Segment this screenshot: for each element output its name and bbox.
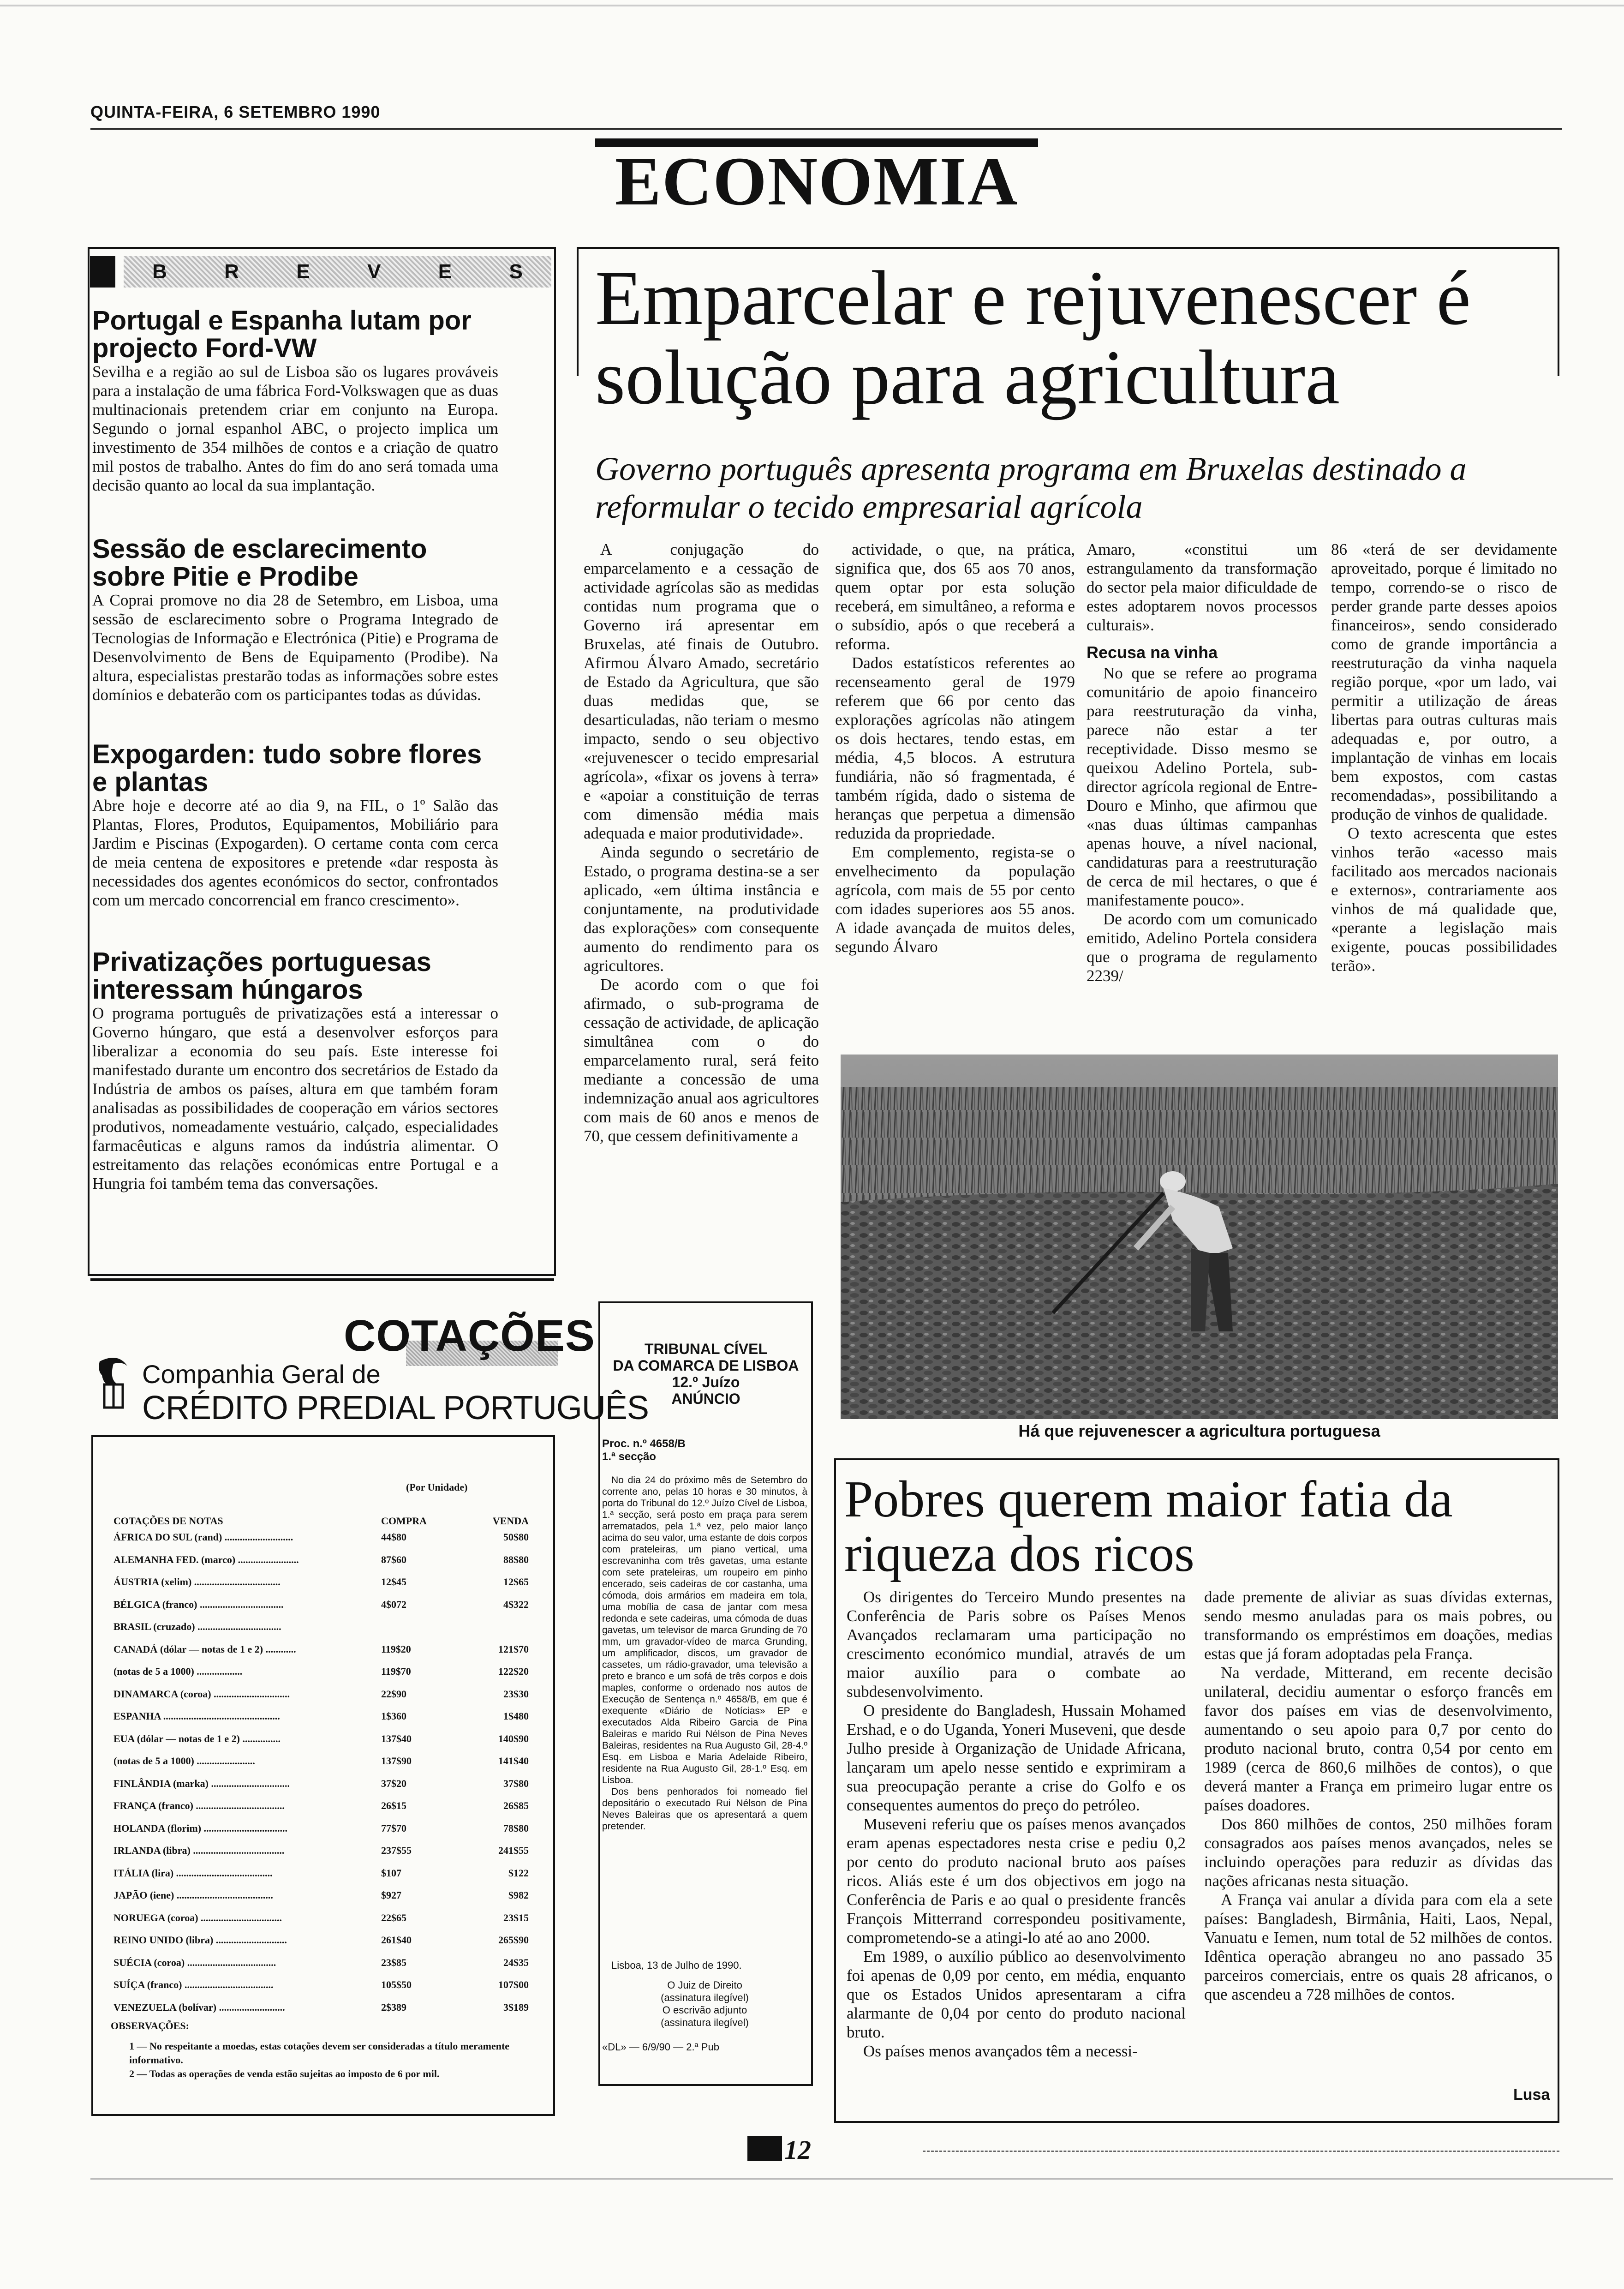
tribunal-proc: [602, 1438, 686, 1463]
breves-letter: E: [296, 260, 310, 283]
main-col-3: [1087, 540, 1317, 985]
cotacoes-cell-compra: 1$360: [381, 1710, 406, 1722]
cotacoes-cell-venda: 122$20: [498, 1666, 529, 1677]
tribunal-header-line: TRIBUNAL CÍVEL: [644, 1341, 768, 1357]
paragraph: A conjugação do emparcelamento e a cessação de actividade agrícolas são as medidas contidas num programa que o Governo irá apresentar em Bruxelas, até finais de Outubro. Afirmou Álvaro Amado, secretário de Estado da Agricultura, que são duas medidas que, se desarticuladas, não teriam o mesmo impacto, sendo o seu objectivo «rejuvenescer o tecido empresarial agrícola», «fixar os jovens à terra» e «apoiar a constituição de terras com dimensão média mais adequada e maior produtividade».: [584, 540, 819, 842]
paragraph: Dos bens penhorados foi nomeado fiel depositário o executado Rui Nélson de Pina Neves Baleiras que os apresentará a quem pretender.: [602, 1786, 807, 1832]
cotacoes-cell-name: ITÁLIA (lira) ......................................: [113, 1867, 273, 1879]
observacoes-title: OBSERVAÇÕES:: [111, 2020, 189, 2031]
cotacoes-title: COTAÇÕES: [344, 1311, 595, 1360]
main-col-4: [1331, 540, 1557, 975]
cotacoes-cell-compra: 77$70: [381, 1822, 406, 1834]
cotacoes-row: [113, 1599, 529, 1611]
observacao: 1 — No respeitante a moedas, estas cotações devem ser consideradas a título meramente informativo.: [129, 2040, 510, 2066]
observacoes: [111, 2019, 526, 2081]
paragraph: No que se refere ao programa comunitário de apoio financeiro para reestruturação da vinha, parece não estar a ter receptividade. Disso mesmo se queixou Adelino Portela, sub-director agrícola regional de Entre-Douro e Minho, que afirmou que «nas duas últimas campanhas apenas houve, a nível nacional, candidaturas para a reestruturação de cerca de mil hectares, o que é manifestamente pouco».: [1087, 664, 1317, 909]
cotacoes-cell-venda: 241$55: [498, 1845, 529, 1856]
pobres-headline: Pobres querem maior fatia da riqueza dos ricos: [844, 1471, 1453, 1582]
newspaper-logo-icon: [747, 2136, 782, 2161]
footer-rule: [923, 2151, 1559, 2152]
cotacoes-cell-name: ALEMANHA FED. (marco) ........................: [113, 1553, 299, 1565]
paragraph: Os países menos avançados têm a necessi-: [863, 2042, 1138, 2060]
dateline: QUINTA-FEIRA, 6 SETEMBRO 1990: [90, 102, 381, 121]
per-unit-note: (Por Unidade): [406, 1481, 468, 1493]
breve-title: Portugal e Espanha lutam por projecto Ford-VW: [92, 306, 472, 363]
cotacoes-cell-compra: [381, 1621, 460, 1633]
breve-title: Privatizações portuguesas interessam húngaros: [92, 947, 431, 1005]
cotacoes-cell-name: EUA (dólar — notas de 1 e 2) ...............: [113, 1732, 281, 1744]
subhead: Recusa na vinha: [1087, 643, 1218, 662]
main-headline: Emparcelar e rejuvenescer é solução para agricultura: [595, 255, 1471, 420]
cotacoes-row: [113, 1576, 529, 1588]
tribunal-signature-line: (assinatura ilegível): [661, 2017, 749, 2028]
cotacoes-cell-name: FINLÂNDIA (marka) ...............................: [113, 1777, 290, 1789]
cotacoes-cell-compra: 22$65: [381, 1911, 406, 1923]
paragraph: O presidente do Bangladesh, Hussain Mohamed Ershad, e o do Uganda, Yoneri Museveni, que desde Julho preside à Organização de Unidade Africana, lançaram um apelo nesse sentido e exprimiram a sua preocupação perante a crise do Golfo e os consequentes aumentos do preço do petróleo.: [847, 1702, 1186, 1814]
tribunal-header: [600, 1341, 812, 1407]
cotacoes-cell-name: VENEZUELA (bolívar) ..........................: [113, 2001, 285, 2013]
tribunal-date: Lisboa, 13 de Julho de 1990.: [611, 1959, 742, 1971]
tribunal-header-line: ANÚNCIO: [671, 1390, 740, 1407]
cotacoes-cell-compra: 23$85: [381, 1956, 406, 1968]
breves-letter: V: [367, 260, 381, 283]
cotacoes-cell-venda: 1$480: [503, 1710, 529, 1722]
photo-caption: Há que rejuvenescer a agricultura portuguesa: [1018, 1421, 1380, 1440]
column-header: VENDA: [492, 1515, 529, 1527]
cotacoes-cell-venda: 24$35: [503, 1956, 529, 1968]
cotacoes-row: [113, 1957, 529, 1969]
cotacoes-cell-name: IRLANDA (libra) ....................................: [113, 1845, 285, 1856]
tribunal-proc-line: Proc. n.º 4658/B: [602, 1438, 686, 1450]
cotacoes-cell-venda: 12$65: [503, 1576, 529, 1588]
cotacoes-cell-name: ÁFRICA DO SUL (rand) ...........................: [113, 1531, 293, 1543]
page-edge-line: [0, 5, 1624, 6]
cotacoes-row: [113, 1621, 529, 1633]
cotacoes-row: [113, 1822, 529, 1834]
main-subheadline: Governo português apresenta programa em Bruxelas destinado a reformular o tecido empresarial agrícola: [595, 450, 1467, 525]
cotacoes-row: [113, 1531, 529, 1543]
cotacoes-cell-venda: $982: [508, 1889, 529, 1901]
cotacoes-cell-compra: 261$40: [381, 1934, 412, 1946]
breve-body: Sevilha e a região ao sul de Lisboa são os lugares prováveis para a instalação de uma fábrica Ford-Volkswagen que as duas multinacionais pretendem criar em conjunto na Europa. Segundo o jornal espanhol ABC, o projecto implica um investimento de 354 milhões de contos e a criação de quatro mil postos de trabalho. Antes do fim do ano será tomada uma decisão quanto ao local da sua implantação.: [92, 363, 498, 494]
cotacoes-cell-name: CANADÁ (dólar — notas de 1 e 2) ............: [113, 1643, 296, 1655]
cotacoes-cell-name: (notas de 5 a 1000) ..................: [113, 1666, 243, 1677]
cotacoes-cell-compra: 119$20: [381, 1643, 411, 1655]
cotacoes-cell-compra: 119$70: [381, 1666, 411, 1677]
cotacoes-cell-compra: 4$072: [381, 1598, 406, 1610]
cotacoes-cell-venda: 23$30: [503, 1688, 529, 1700]
paragraph: Em 1989, o auxílio público ao desenvolvimento foi apenas de 0,09 por cento, em média, enquanto que os Estados Unidos apresentaram a cifra alarmante de 0,04 por cento do produto nacional bruto.: [847, 1947, 1186, 2041]
section-title: ECONOMIA: [595, 138, 1038, 217]
paragraph: actividade, o que, na prática, significa que, dos 65 aos 70 anos, quem optar por esta solução receberá, em simultâneo, a reforma e o subsídio, após o que receberá a reforma.: [835, 540, 1075, 653]
tribunal-header-line: DA COMARCA DE LISBOA: [613, 1357, 799, 1374]
cotacoes-cell-compra: 2$389: [381, 2001, 406, 2013]
cotacoes-cell-venda: 140$90: [498, 1732, 529, 1744]
cotacoes-row: [113, 1889, 529, 1901]
main-col-1: [584, 540, 819, 1145]
cotacoes-cell-venda: 265$90: [498, 1934, 529, 1946]
cotacoes-header-row: [113, 1515, 529, 1527]
header-rule: [90, 128, 1562, 130]
cotacoes-cell-compra: 87$60: [381, 1553, 406, 1565]
cotacoes-cell-compra: 37$20: [381, 1777, 406, 1789]
cotacoes-row: [113, 1710, 529, 1722]
tribunal-signature-line: O Juiz de Direito: [667, 1979, 742, 1991]
cotacoes-cell-compra: 137$40: [381, 1732, 412, 1744]
paragraph: Amaro, «constitui um estrangulamento da transformação do sector pela maior dificuldade de estes adoptarem novos processos culturais».: [1087, 540, 1317, 634]
cotacoes-row: [113, 1733, 529, 1745]
cotacoes-row: [113, 1934, 529, 1946]
breves-letter: E: [438, 260, 452, 283]
paragraph: dade premente de aliviar as suas dívidas externas, sendo mesmo anuladas para os mais pobres, ou transformando os empréstimos em doações, medias estas que já foram adoptadas pela França.: [1204, 1588, 1552, 1663]
article-signature: Lusa: [1513, 2086, 1550, 2103]
tribunal-proc-line: 1.ª secção: [602, 1450, 656, 1463]
cotacoes-cell-venda: 141$40: [498, 1755, 529, 1767]
cotacoes-row: [113, 1845, 529, 1857]
cotacoes-row: [113, 2001, 529, 2013]
bank-name-line2: CRÉDITO PREDIAL PORTUGUÊS: [142, 1390, 649, 1426]
tribunal-footer: [602, 1959, 807, 2053]
cotacoes-cell-name: JAPÃO (iene) ......................................: [113, 1889, 273, 1901]
paragraph: O texto acrescenta que estes vinhos terão «acesso mais facilitado aos mercados nacionais e externos», contrariamente aos vinhos de má qualidade que, «perante a legislação mais exigente, poucas possibilidades terão».: [1331, 824, 1557, 975]
paragraph: Dos 860 milhões de contos, 250 milhões foram consagrados aos países menos avançados, neles se incluindo operações para reduzir as dívidas das nações africanas nesta situação.: [1204, 1815, 1552, 1890]
cotacoes-cell-venda: 78$80: [503, 1822, 529, 1834]
cotacoes-cell-compra: $107: [381, 1867, 401, 1879]
cotacoes-cell-venda: [460, 1621, 529, 1633]
cotacoes-cell-venda: 107$00: [498, 1979, 529, 1990]
cotacoes-row: [113, 1979, 529, 1991]
breve-item: [92, 741, 498, 910]
cotacoes-cell-compra: 26$15: [381, 1800, 406, 1811]
main-col-2: [835, 540, 1075, 956]
cotacoes-cell-compra: 44$80: [381, 1531, 406, 1543]
cotacoes-cell-name: SUÍÇA (franco) ...................................: [113, 1979, 274, 1990]
cotacoes-row: [113, 1912, 529, 1924]
observacao: 2 — Todas as operações de venda estão sujeitas ao imposto de 6 por mil.: [129, 2068, 440, 2079]
breve-item: [92, 948, 498, 1193]
pobres-col-2: [1204, 1588, 1552, 2004]
cotacoes-cell-venda: 88$80: [503, 1553, 529, 1565]
column-header: COMPRA: [381, 1515, 427, 1527]
bank-name-line1: Companhia Geral de: [142, 1360, 381, 1389]
tribunal-signature-line: (assinatura ilegível): [661, 1992, 749, 2003]
column-header: COTAÇÕES DE NOTAS: [113, 1515, 223, 1527]
paragraph: De acordo com um comunicado emitido, Adelino Portela considera que o programa de regulamento 2239/: [1087, 910, 1317, 985]
breves-banner: [90, 256, 551, 288]
cotacoes-cell-venda: 23$15: [503, 1911, 529, 1923]
tribunal-signature-line: O escrivão adjunto: [662, 2004, 747, 2016]
cotacoes-cell-name: BRASIL (cruzado) .................................: [113, 1621, 281, 1632]
cotacoes-cell-name: NORUEGA (coroa) ................................: [113, 1911, 282, 1923]
cotacoes-row: [113, 1666, 529, 1678]
cotacoes-cell-compra: 22$90: [381, 1688, 406, 1700]
cotacoes-cell-name: ESPANHA ..............................................: [113, 1710, 280, 1722]
breve-body: A Coprai promove no dia 28 de Setembro, em Lisboa, uma sessão de esclarecimento sobre o Programa Integrado de Tecnologias de Informação e Electrónica (Pitie) e Programa de Desenvolvimento de Bens de Equipamento (Prodibe). Na altura, especialistas prestarão todas as informações sobre estes domínios e debaterão com os participantes todas as dúvidas.: [92, 591, 498, 704]
cotacoes-cell-compra: 237$55: [381, 1845, 412, 1856]
cotacoes-row: [113, 1554, 529, 1566]
cotacoes-cell-name: FRANÇA (franco) ...................................: [113, 1800, 285, 1811]
cotacoes-row: [113, 1643, 529, 1655]
cotacoes-cell-venda: 37$80: [503, 1777, 529, 1789]
breve-body: Abre hoje e decorre até ao dia 9, na FIL, o 1º Salão das Plantas, Flores, Produtos, Equipamentos, Mobiliário para Jardim e Piscinas (Expogarden). O certame conta com cerca de meia centena de expositores e pretende «dar resposta às necessidades dos agentes económicos do sector, confrontados com um mercado concorrencial em franco crescimento».: [92, 797, 498, 909]
paragraph: 86 «terá de ser devidamente aproveitado, porque é limitado no tempo, correndo-se o risco de perder grande parte desses apoios financeiros», sendo considerado como de grande importância a reestruturação da vinha naquela região porque, «por um lado, vai permitir a utilização de áreas libertas para outras culturas mais adequadas e, por outro, a implantação de vinhas em locais bem expostos, com castas recomendadas», possibilitando a produção de vinhos de qualidade.: [1331, 540, 1557, 823]
tribunal-header-line: 12.º Juízo: [672, 1374, 740, 1390]
cotacoes-cell-name: (notas de 5 a 1000) .......................: [113, 1755, 255, 1767]
tribunal-body: [602, 1474, 807, 1832]
cotacoes-cell-compra: $927: [381, 1889, 401, 1901]
breves-letters: [124, 256, 551, 288]
breves-letter: S: [509, 260, 523, 283]
cotacoes-row: [113, 1800, 529, 1812]
cotacoes-cell-venda: 3$189: [503, 2001, 529, 2013]
cotacoes-cell-venda: 50$80: [503, 1531, 529, 1543]
page-bottom-line: [90, 2178, 1613, 2180]
paragraph: Os dirigentes do Terceiro Mundo presentes na Conferência de Paris sobre os Países Menos Avançados reclamaram uma participação no crescimento económico mundial, através de um maior auxílio para o combate ao subdesenvolvimento.: [847, 1588, 1186, 1701]
cotacoes-row: [113, 1688, 529, 1700]
paragraph: No dia 24 do próximo mês de Setembro do corrente ano, pelas 10 horas e 30 minutos, à porta do Tribunal do 12.º Juízo Cível de Lisboa, 1.ª secção, será posto em praça para serem arrematados, pela 1.ª vez, pelo maior lanço acima do seu valor, uma estante de dois corpos com prateleiras, um piano vertical, uma escrevaninha com três gavetas, uma estante com sete prateleiras, um roupeiro em pinho encerado, seis cadeiras de cor castanha, uma cómoda, dois armários em madeira em tola, uma mobília de casa de jantar com mesa redonda e sete cadeiras, uma cómoda de duas gavetas, um televisor de marca Grunding de 70 mm, um gravador-vídeo de marca Grunding, um amplificador, discos, um gravador de cassetes, um rádio-gravador, uma televisão a preto e branco e um sofá de três corpos e dois maples, conforme o ordenado nos autos de Execução de Sentença n.º 4658/B, em que é exequente «Diário de Notícias» EP e executados Alda Ribeiro Garcia de Pina Baleiras e marido Rui Nélson de Pina Neves Baleiras, residentes na Rua Augusto Gil, 28-4.º Esq. em Lisboa e Maria Adelaide Ribeiro, residente na Rua Augusto Gil, 28-1.º Esq. em Lisboa.: [602, 1475, 807, 1786]
bank-logo-icon: [90, 1352, 137, 1417]
breve-title: Sessão de esclarecimento sobre Pitie e Prodibe: [92, 534, 427, 592]
cotacoes-cell-name: DINAMARCA (coroa) ..............................: [113, 1688, 290, 1700]
cotacoes-cell-venda: 121$70: [498, 1643, 529, 1655]
cotacoes-row: [113, 1755, 529, 1767]
breves-letter: R: [224, 260, 239, 283]
cotacoes-cell-venda: 26$85: [503, 1800, 529, 1811]
farmer-photo-illustration: [841, 1055, 1558, 1419]
paragraph: Na verdade, Mitterand, em recente decisão unilateral, decidiu aumentar o esforço francês em favor dos países em vias de desenvolvimento, aumentando o seu apoio para 0,7 por cento do produto nacional bruto, contra 0,54 por cento em 1989 (cerca de 860,6 milhões de contos), o que deverá manter a França em primeiro lugar entre os países doadores.: [1204, 1664, 1552, 1814]
breve-item: [92, 535, 498, 704]
cotacoes-cell-venda: $122: [508, 1867, 529, 1879]
breve-body: O programa português de privatizações está a interessar o Governo húngaro, que está a desenvolver esforços para liberalizar a economia do seu país. Este interesse foi manifestado durante um encontro dos secretários de Estado da Indústria de ambos os países, altura em que também foram analisadas as possibilidades de cooperação em vários sectores produtivos, nomeadamente vestuário, calçado, especialidades farmacêuticas e alguns ramos da indústria alimentar. O estreitamento das relações económicas entre Portugal e a Hungria foi também tema das conversações.: [92, 1004, 498, 1192]
cotacoes-cell-name: HOLANDA (florim) .................................: [113, 1822, 288, 1834]
paragraph: De acordo com o que foi afirmado, o sub-programa de cessação de actividade, de aplicação simultânea com o do emparcelamento rural, será feito mediante a concessão de uma indemnização anual aos agricultores com mais de 60 anos e menos de 70, que cessem definitivamente a: [584, 976, 819, 1145]
paragraph: Museveni referiu que os países menos avançados eram apenas espectadores nesta crise e pediu 0,2 por cento do produto nacional bruto aos países ricos. Aliás este é um dos objectivos em jogo na Conferência de Paris e ao qual o presidente francês François Mitterrand correspondeu positivamente, comprometendo-se a atingi-lo até ao ano 2000.: [847, 1815, 1186, 1947]
paragraph: Dados estatísticos referentes ao recenseamento geral de 1979 referem que 66 por cento das explorações agrícolas não atingem os dois hectares, tendo estas, em média, 4,5 blocos. A estrutura fundiária, não só fragmentada, é também rígida, dado o sistema de heranças que perpetua a dimensão reduzida da propriedade.: [835, 654, 1075, 842]
paragraph: Ainda segundo o secretário de Estado, o programa destina-se a ser aplicado, «em última instância e conjuntamente, na produtividade das explorações» com consequente aumento do rendimento para os agricultores.: [584, 843, 819, 975]
cotacoes-cell-name: ÁUSTRIA (xelim) ..................................: [113, 1576, 281, 1588]
cotacoes-cell-name: SUÉCIA (coroa) ...................................: [113, 1956, 276, 1968]
breves-block: [90, 256, 115, 288]
breve-item: [92, 307, 498, 495]
breves-letter: B: [152, 260, 167, 283]
breve-title: Expogarden: tudo sobre flores e plantas: [92, 739, 482, 797]
cotacoes-row: [113, 1778, 529, 1790]
cotacoes-row: [113, 1867, 529, 1879]
tribunal-ref: «DL» — 6/9/90 — 2.ª Pub: [602, 2041, 719, 2053]
cotacoes-cell-compra: 12$45: [381, 1576, 406, 1588]
cotacoes-cell-name: BÉLGICA (franco) .................................: [113, 1598, 284, 1610]
paragraph: Em complemento, regista-se o envelhecimento da população agrícola, com mais de 55 por cento com idades superiores aos 55 anos. A idade avançada de muitos deles, segundo Álvaro: [835, 843, 1075, 956]
cotacoes-cell-compra: 137$90: [381, 1755, 412, 1767]
cotacoes-cell-venda: 4$322: [503, 1598, 529, 1610]
article-photo: [841, 1055, 1558, 1419]
cotacoes-cell-name: REINO UNIDO (libra) ............................: [113, 1934, 287, 1946]
cotacoes-cell-compra: 105$50: [381, 1979, 412, 1990]
paragraph: A França vai anular a dívida para com ela a sete países: Bangladesh, Birmânia, Haiti, Laos, Nepal, Vanuatu e Iemen, num total de 52 milhões de contos. Idêntica operação abrangeu no ano passado 35 parceiros comerciais, entre os quais 28 africanos, o que ascendeu a 728 milhões de contos.: [1204, 1891, 1552, 2003]
page-number: 12: [784, 2135, 811, 2165]
pobres-col-1: [847, 1588, 1186, 2061]
